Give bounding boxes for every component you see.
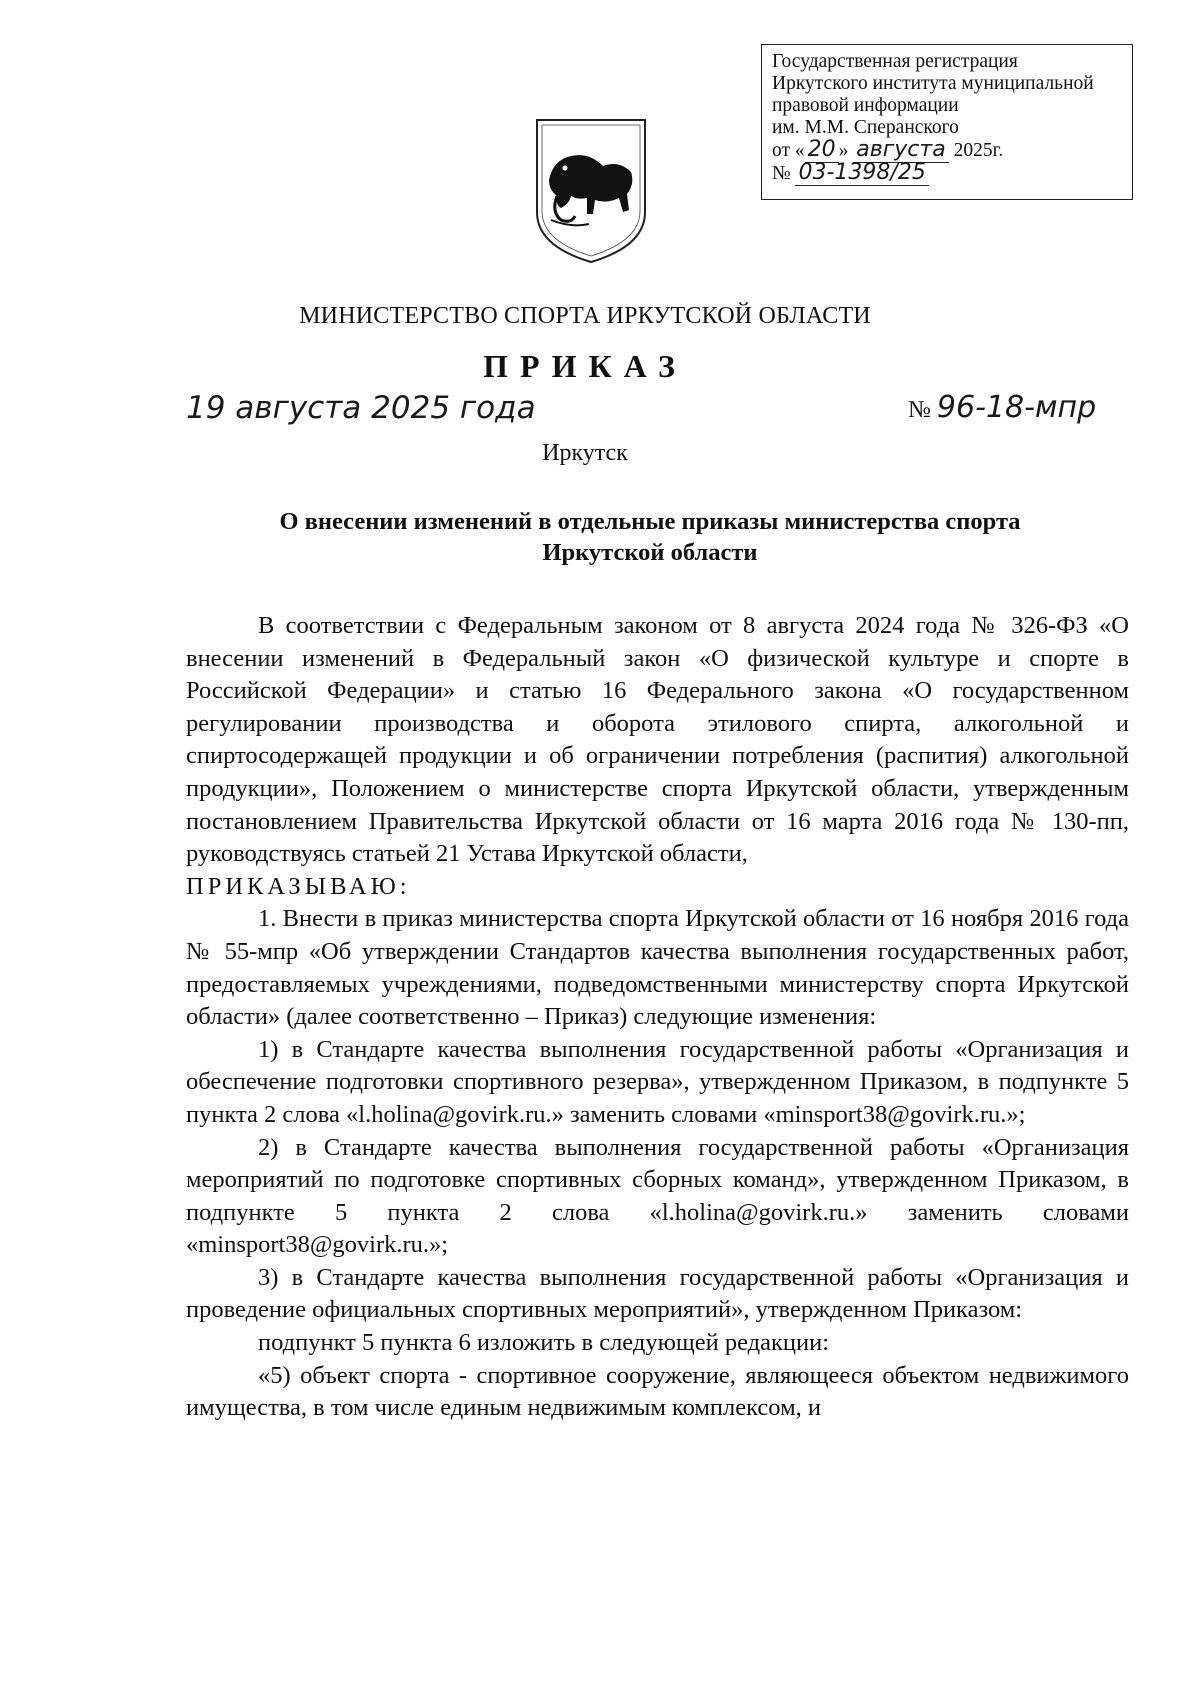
- document-title: [200, 506, 1100, 568]
- irkutsk-coat-of-arms-icon: [531, 116, 651, 264]
- stamp-number-prefix: №: [772, 163, 791, 184]
- stamp-line-4: им. М.М. Сперанского: [772, 117, 959, 138]
- document-type: ПРИКАЗ: [483, 348, 687, 384]
- stamp-date-suffix: г.: [992, 140, 1004, 161]
- stamp-line-1: Государственная регистрация: [772, 51, 1018, 72]
- stamp-date-prefix: от «: [772, 140, 805, 161]
- quote-start-paragraph: «5) объект спорта - спортивное сооружение, являющееся объектом недвижимого имущества, в том числе единым недвижимым комплексом, и: [186, 1361, 1129, 1422]
- document-number: [908, 390, 1096, 425]
- title-line-1: О внесении изменений в отдельные приказы министерства спорта: [279, 508, 1021, 535]
- stamp-number: 03-1398/25: [795, 160, 928, 186]
- stamp-line-3: правовой информации: [772, 95, 959, 116]
- subitem-2-paragraph: 2) в Стандарте качества выполнения государственной работы «Организация мероприятий по подготовке спортивных сборных команд», утвержденном Приказом, в подпункте 5 пункта 2 слова «l.holina@govirk.ru.» заменить словами «minsport38@govirk.ru.»;: [186, 1133, 1129, 1259]
- stamp-date-month: августа: [853, 137, 948, 163]
- document-number-prefix: №: [908, 397, 931, 423]
- stamp-date-mid: »: [838, 140, 849, 161]
- subitem-3-point-paragraph: подпункт 5 пункта 6 изложить в следующей редакции:: [258, 1329, 830, 1357]
- stamp-date-line: [772, 139, 1122, 162]
- document-date: 19 августа 2025 года: [186, 390, 536, 426]
- title-line-2: Иркутской области: [542, 539, 758, 566]
- stamp-line-2: Иркутского института муниципальной: [772, 73, 1094, 94]
- document-number-value: 96-18-мпр: [936, 390, 1097, 425]
- stamp-number-line: [772, 162, 1122, 185]
- stamp-date-year: 2025: [953, 140, 993, 161]
- city: Иркутск: [542, 440, 628, 466]
- stamp-date-day: 20: [805, 137, 839, 163]
- order-word: ПРИКАЗЫВАЮ:: [186, 872, 411, 900]
- ministry-name: МИНИСТЕРСТВО СПОРТА ИРКУТСКОЙ ОБЛАСТИ: [299, 303, 871, 329]
- subitem-1-paragraph: 1) в Стандарте качества выполнения государственной работы «Организация и обеспечение подготовки спортивного резерва», утвержденном Приказом, в подпункте 5 пункта 2 слова «l.holina@govirk.ru.» заменить словами «minsport38@govirk.ru.»;: [186, 1035, 1129, 1128]
- document-body: [186, 610, 1129, 1425]
- item-1-paragraph: 1. Внести в приказ министерства спорта Иркутской области от 16 ноября 2016 года № 55-мпр «Об утверждении Стандартов качества выполнения государственных работ, предоставляемых учреждениями, подведомственными министерству спорта Иркутской области» (далее соответственно – Приказ) следующие изменения:: [186, 905, 1129, 1031]
- registration-stamp: [761, 44, 1133, 200]
- preamble-paragraph: В соответствии с Федеральным законом от 8 августа 2024 года № 326-ФЗ «О внесении изменений в Федеральный закон «О физической культуре и спорте в Российской Федерации» и статью 16 Федерального закона «О государственном регулировании производства и оборота этилового спирта, алкогольной и спиртосодержащей продукции и об ограничении потребления (распития) алкогольной продукции», Положением о министерстве спорта Иркутской области, утвержденным постановлением Правительства Иркутской области от 16 марта 2016 года № 130-пп, руководствуясь статьей 21 Устава Иркутской области,: [186, 612, 1129, 868]
- subitem-3-paragraph: 3) в Стандарте качества выполнения государственной работы «Организация и проведение официальных спортивных мероприятий», утвержденном Приказом:: [186, 1263, 1129, 1324]
